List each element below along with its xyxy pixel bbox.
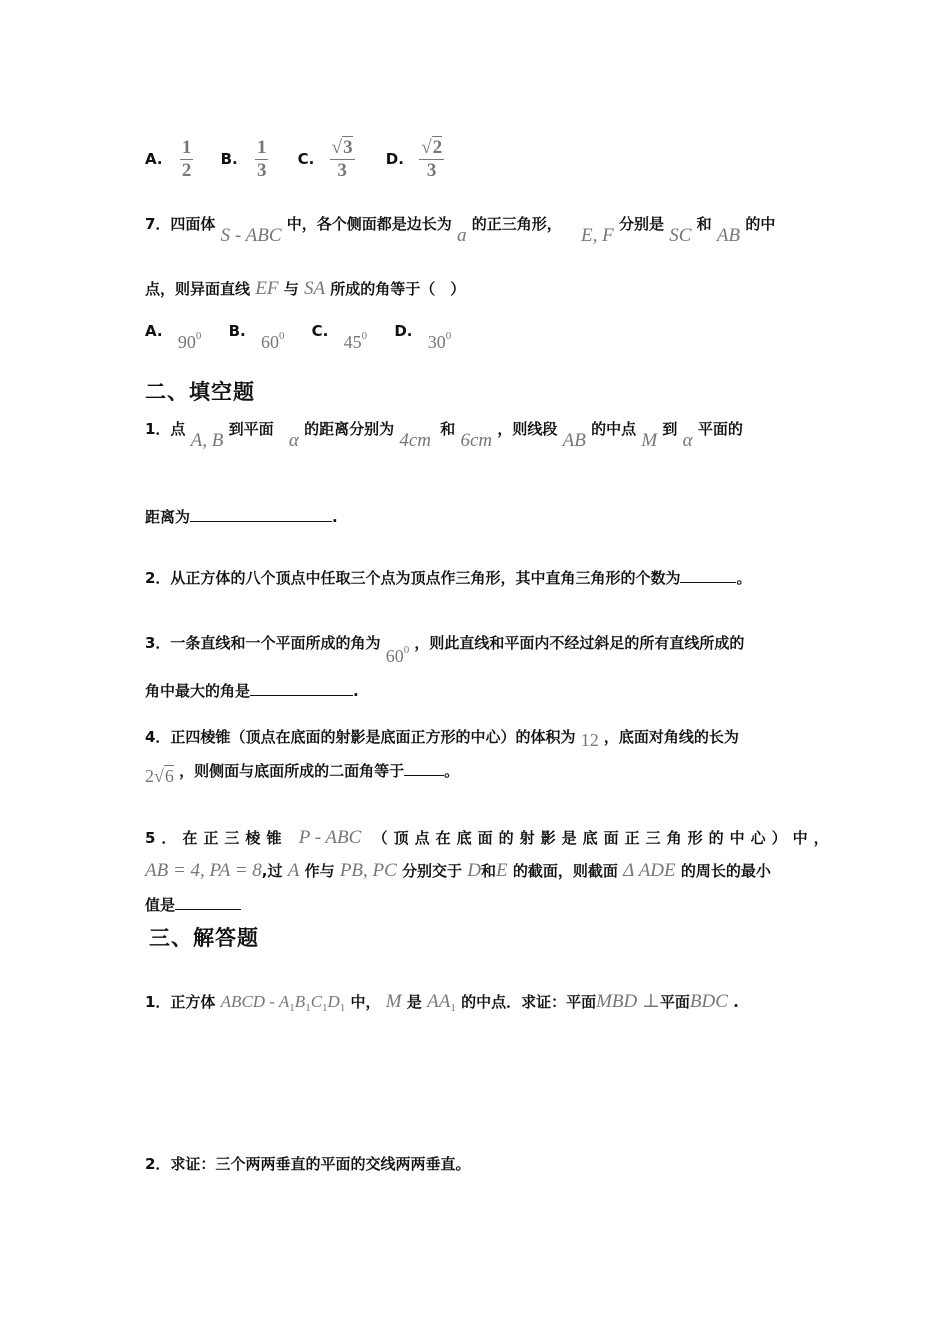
q7-solid: S - ABC <box>220 225 282 246</box>
q6-option-c-label: C. <box>297 149 315 168</box>
q7-option-a-value: $90^0$ <box>177 330 202 352</box>
q7-a: a <box>457 225 467 246</box>
q7-option-b-value: $60^0$ <box>260 330 285 352</box>
q7-line1: 7．四面体 S - ABC 中，各个侧面都是边长为 a 的正三角形， E, F 分别是 SC 和 AB 的中 <box>145 215 776 246</box>
q7-ef: E, F <box>581 225 614 246</box>
fill-5-line2: AB = 4, PA = 8,过 A 作与 PB, PC 分别交于 D和E 的截面，则截面 Δ ADE 的周长的最小 <box>145 860 771 881</box>
q7-ef2: EF <box>255 278 279 299</box>
q6-option-d-fraction: $\frac{√2}{3}$ <box>421 137 443 181</box>
q6-options <box>145 138 444 181</box>
fill-3-line2: 角中最大的角是 . <box>145 682 359 700</box>
q6-option-d-label: D. <box>385 149 404 168</box>
fill-4-line1: 4．正四棱锥（顶点在底面的射影是底面正方形的中心）的体积为 12 ，底面对角线的长为 <box>145 728 739 750</box>
fill-1-line2: 距离为 . <box>145 508 338 526</box>
fill-4-line2: 2√6 ，则侧面与底面所成的二面角等于 。 <box>145 762 460 786</box>
answer-blank[interactable] <box>250 681 353 696</box>
q7-option-d-value: $30^0$ <box>427 330 452 352</box>
q6-option-b-fraction: $\frac{1}{3}$ <box>256 137 267 181</box>
fill-5-line3: 值是 <box>145 894 241 915</box>
fill-2: 2．从正方体的八个顶点中任取三个点为顶点作三角形，其中直角三角形的个数为 。 <box>145 569 752 587</box>
q6-option-c-fraction: $\frac{√3}{3}$ <box>331 137 353 181</box>
q7-options: A. $90^0$ B. $60^0$ C. $45^0$ D. $30^0$ <box>145 322 452 352</box>
q7-line2: 点，则异面直线 EF 与 SA 所成的角等于（ ） <box>145 278 466 299</box>
q6-option-b-label: B. <box>220 149 238 168</box>
solve-2: 2．求证：三个两两垂直的平面的交线两两垂直。 <box>145 1155 471 1173</box>
q6-option-a-fraction: $\frac{1}{2}$ <box>181 137 192 181</box>
answer-blank[interactable] <box>190 507 332 522</box>
q7-ab: AB <box>716 225 741 246</box>
section-2-heading: 二、填空题 <box>145 380 255 404</box>
section-3-heading: 三、解答题 <box>149 926 259 950</box>
q7-sa: SA <box>303 278 326 299</box>
q7-option-c-value: $45^0$ <box>343 330 368 352</box>
answer-blank[interactable] <box>175 895 241 910</box>
q7-sc: SC <box>669 225 692 246</box>
fill-3-line1: 3．一条直线和一个平面所成的角为 $60^0$ ，则此直线和平面内不经过斜足的所有直线所成的 <box>145 634 745 666</box>
q6-option-a-label: A. <box>145 149 163 168</box>
answer-blank[interactable] <box>680 568 736 583</box>
solve-1: 1．正方体 ABCD - $A_1B_1C_1D_1$ 中， M 是 $AA_1$ 的中点．求证：平面MBD ⊥平面BDC . <box>145 991 739 1014</box>
fill-5-line1: 5．在正三棱锥 P - ABC （顶点在底面的射影是底面正三角形的中心）中， <box>145 827 835 848</box>
fill-1-line1: 1．点 A, B 到平面 α 的距离分别为 4cm 和 6cm ，则线段 AB 的中点 M 到 α 平面的 <box>145 420 743 451</box>
answer-blank[interactable] <box>404 761 444 776</box>
